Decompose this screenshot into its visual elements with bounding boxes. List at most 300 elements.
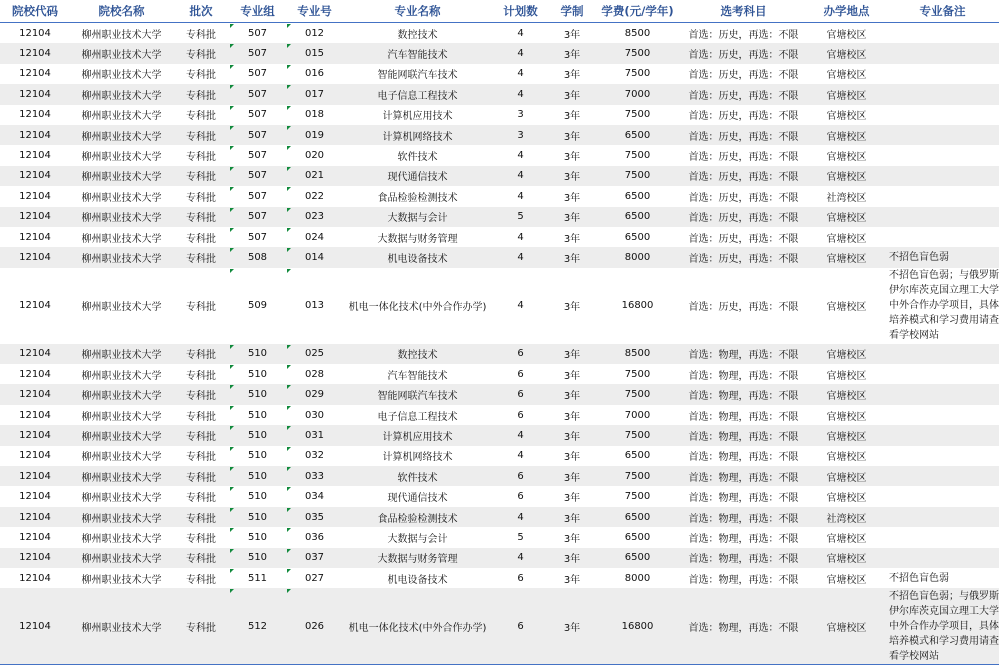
cell-major-number: 015 [286,43,343,63]
cell-school-code: 12104 [19,190,51,202]
cell-plan-count: 4 [517,231,524,243]
cell-school-name: 柳州职业技术大学 [70,425,173,445]
cell-plan-count: 4 [517,27,524,39]
cell-duration: 3年 [563,192,581,204]
table-row [0,425,999,445]
cell-major-name: 电子信息工程技术 [343,84,492,104]
cell-notes [886,207,999,227]
table-row [0,145,999,165]
cell-major-group: 507 [229,23,286,44]
cell-duration: 3年 [549,166,595,186]
cell-major-group: 510 [229,446,286,466]
cell-tuition: 6500 [624,190,651,202]
cell-major-name: 数控技术 [397,29,438,41]
cell-batch: 专科批 [186,533,216,545]
cell-major-number: 014 [286,247,343,267]
cell-major-number: 012 [286,23,343,44]
cell-school-code: 12104 [19,150,51,162]
table-row [0,364,999,384]
cell-school-name: 柳州职业技术大学 [70,43,173,63]
cell-subjects: 首选：物理，再选：不限 [688,411,799,423]
cell-campus: 官塘校区 [807,43,886,63]
cell-school-code: 12104 [0,125,70,145]
cell-tuition: 6500 [595,548,680,568]
cell-school-code: 12104 [0,548,70,568]
cell-tuition: 8000 [624,572,651,584]
cell-campus: 官塘校区 [807,166,886,186]
cell-major-name: 智能网联汽车技术 [343,384,492,404]
cell-campus: 官塘校区 [807,588,886,665]
cell-batch: 专科批 [186,111,216,123]
cell-duration: 3年 [549,384,595,404]
cell-school-name: 柳州职业技术大学 [81,452,162,464]
cell-duration: 3年 [563,574,581,586]
cell-campus: 官塘校区 [826,233,867,245]
table-row [0,105,999,125]
header-school-code: 院校代码 [0,0,70,23]
cell-plan-count: 6 [517,368,524,380]
header-plan-count: 计划数 [492,0,549,23]
cell-school-name: 柳州职业技术大学 [81,411,162,423]
cell-tuition: 8500 [624,27,651,39]
cell-batch: 专科批 [186,70,216,82]
cell-campus: 社湾校区 [807,507,886,527]
cell-plan-count: 4 [517,190,524,202]
cell-school-name: 柳州职业技术大学 [70,166,173,186]
cell-plan-count: 6 [517,491,524,503]
cell-subjects: 首选：历史，再选：不限 [680,84,807,104]
cell-notes [886,227,999,247]
cell-school-name: 柳州职业技术大学 [81,152,162,164]
cell-plan-count: 5 [517,531,524,543]
cell-duration: 3年 [549,84,595,104]
table-row [0,43,999,63]
cell-school-name: 柳州职业技术大学 [81,192,162,204]
cell-campus: 官塘校区 [807,548,886,568]
cell-school-code: 12104 [0,425,70,445]
cell-campus: 官塘校区 [826,370,867,382]
cell-duration: 3年 [563,152,581,164]
cell-tuition: 7000 [595,84,680,104]
cell-major-number: 025 [286,344,343,364]
cell-school-name: 柳州职业技术大学 [70,384,173,404]
cell-duration: 3年 [549,247,595,267]
cell-school-code: 12104 [0,344,70,364]
cell-major-number: 030 [286,405,343,425]
cell-school-code: 12104 [19,409,51,421]
header-major-group: 专业组 [229,0,286,23]
cell-major-name: 汽车智能技术 [343,43,492,63]
cell-major-number: 037 [286,548,343,568]
cell-plan-count: 4 [492,548,549,568]
cell-school-name: 柳州职业技术大学 [70,344,173,364]
cell-major-group: 508 [229,247,286,267]
cell-major-name: 计算机网络技术 [343,125,492,145]
cell-major-name: 现代通信技术 [387,493,448,505]
cell-school-code: 12104 [0,207,70,227]
cell-school-code: 12104 [0,247,70,267]
cell-duration: 3年 [549,548,595,568]
table-body [0,23,999,665]
cell-school-code: 12104 [19,531,51,543]
cell-tuition: 7500 [624,109,651,121]
cell-campus: 官塘校区 [826,302,867,314]
cell-batch: 专科批 [173,125,229,145]
cell-major-name: 大数据与财务管理 [343,548,492,568]
cell-major-group: 509 [229,268,286,344]
cell-major-group: 507 [229,64,286,84]
cell-plan-count: 4 [517,150,524,162]
table-row [0,207,999,227]
cell-notes [886,486,999,506]
cell-major-name: 大数据与财务管理 [377,233,458,245]
cell-major-number: 020 [286,145,343,165]
table-row [0,125,999,145]
header-row [0,0,999,23]
cell-batch: 专科批 [173,247,229,267]
cell-major-number: 031 [286,425,343,445]
cell-campus: 官塘校区 [826,70,867,82]
cell-tuition: 7500 [624,150,651,162]
cell-subjects: 首选：历史，再选：不限 [688,233,799,245]
cell-major-group: 510 [229,425,286,445]
cell-major-number: 013 [286,268,343,344]
cell-subjects: 首选：物理，再选：不限 [688,370,799,382]
cell-major-name: 电子信息工程技术 [377,411,458,423]
cell-major-group: 507 [229,227,286,247]
cell-major-name: 软件技术 [397,152,438,164]
cell-duration: 3年 [563,452,581,464]
cell-notes [886,125,999,145]
table-row [0,568,999,588]
cell-notes [886,527,999,547]
cell-tuition: 6500 [624,450,651,462]
cell-tuition: 8000 [595,247,680,267]
table-row [0,548,999,568]
cell-notes [886,23,999,44]
cell-campus: 官塘校区 [826,152,867,164]
cell-batch: 专科批 [186,452,216,464]
cell-campus: 官塘校区 [807,344,886,364]
cell-campus: 官塘校区 [807,125,886,145]
cell-batch: 专科批 [186,152,216,164]
cell-duration: 3年 [549,507,595,527]
cell-subjects: 首选：历史，再选：不限 [688,29,799,41]
cell-school-name: 柳州职业技术大学 [81,29,162,41]
cell-subjects: 首选：物理，再选：不限 [680,507,807,527]
cell-major-number: 033 [286,466,343,486]
header-batch: 批次 [173,0,229,23]
table-row [0,344,999,364]
cell-school-code: 12104 [19,491,51,503]
cell-school-code: 12104 [0,466,70,486]
header-notes: 专业备注 [886,0,999,23]
cell-plan-count: 4 [492,247,549,267]
cell-notes [886,145,999,165]
cell-tuition: 16800 [621,300,654,312]
cell-plan-count: 4 [492,507,549,527]
table-row [0,384,999,404]
cell-school-code: 12104 [19,450,51,462]
cell-major-group: 510 [229,527,286,547]
cell-school-name: 柳州职业技术大学 [81,233,162,245]
cell-major-group: 507 [229,125,286,145]
cell-batch: 专科批 [173,84,229,104]
cell-plan-count: 6 [492,384,549,404]
cell-major-number: 022 [286,186,343,206]
cell-school-name: 柳州职业技术大学 [70,466,173,486]
cell-major-group: 507 [229,145,286,165]
cell-subjects: 首选：历史，再选：不限 [688,70,799,82]
cell-tuition: 7500 [595,425,680,445]
header-school-name: 院校名称 [70,0,173,23]
cell-tuition: 7500 [624,368,651,380]
header-subjects: 选考科目 [680,0,807,23]
cell-major-name: 计算机网络技术 [382,452,453,464]
cell-subjects: 首选：物理，再选：不限 [688,533,799,545]
cell-subjects: 首选：物理，再选：不限 [688,574,799,586]
cell-notes [886,507,999,527]
table-row [0,507,999,527]
cell-major-number: 034 [286,486,343,506]
cell-notes [886,466,999,486]
cell-major-group: 510 [229,507,286,527]
cell-school-name: 柳州职业技术大学 [81,574,162,586]
table-row [0,186,999,206]
cell-batch: 专科批 [173,166,229,186]
cell-notes [886,405,999,425]
cell-major-number: 016 [286,64,343,84]
cell-major-name: 智能网联汽车技术 [377,70,458,82]
cell-school-name: 柳州职业技术大学 [81,70,162,82]
cell-major-number: 018 [286,105,343,125]
cell-campus: 官塘校区 [826,411,867,423]
cell-notes: 不招色盲色弱；与俄罗斯伊尔库茨克国立理工大学中外合作办学项目，具体培养模式和学习费用请查看学校网站 [889,270,999,342]
cell-subjects: 首选：历史，再选：不限 [688,302,799,314]
cell-batch: 专科批 [173,344,229,364]
cell-subjects: 首选：物理，再选：不限 [688,493,799,505]
cell-notes: 不招色盲色弱；与俄罗斯伊尔库茨克国立理工大学中外合作办学项目，具体培养模式和学习费用请查看学校网站 [886,588,999,665]
cell-campus: 官塘校区 [826,29,867,41]
cell-campus: 官塘校区 [807,207,886,227]
cell-major-group: 510 [229,384,286,404]
cell-major-name: 汽车智能技术 [387,370,448,382]
cell-subjects: 首选：历史，再选：不限 [680,125,807,145]
cell-school-name: 柳州职业技术大学 [70,507,173,527]
cell-major-name: 计算机应用技术 [382,111,453,123]
table-row [0,446,999,466]
cell-school-code: 12104 [19,109,51,121]
cell-major-number: 029 [286,384,343,404]
cell-subjects: 首选：历史，再选：不限 [680,247,807,267]
cell-campus: 官塘校区 [807,247,886,267]
cell-duration: 3年 [563,70,581,82]
cell-tuition: 7500 [624,491,651,503]
cell-subjects: 首选：物理，再选：不限 [680,384,807,404]
cell-major-number: 036 [286,527,343,547]
cell-major-name: 机电一体化技术(中外合作办学) [348,302,487,314]
cell-tuition: 6500 [624,531,651,543]
cell-plan-count: 3 [517,109,524,121]
cell-major-group: 507 [229,166,286,186]
cell-plan-count: 4 [517,300,524,312]
cell-duration: 3年 [549,425,595,445]
cell-major-group: 512 [229,588,286,665]
table-row [0,466,999,486]
cell-plan-count: 4 [492,166,549,186]
cell-school-code: 12104 [0,507,70,527]
cell-batch: 专科批 [186,233,216,245]
cell-school-name: 柳州职业技术大学 [81,493,162,505]
cell-major-group: 510 [229,548,286,568]
table-row [0,527,999,547]
cell-school-code: 12104 [19,572,51,584]
cell-duration: 3年 [549,207,595,227]
cell-school-name: 柳州职业技术大学 [70,207,173,227]
cell-duration: 3年 [563,493,581,505]
cell-batch: 专科批 [173,425,229,445]
cell-subjects: 首选：历史，再选：不限 [680,166,807,186]
cell-notes [886,344,999,364]
cell-campus: 官塘校区 [826,493,867,505]
table-row [0,84,999,104]
cell-batch: 专科批 [173,548,229,568]
cell-tuition: 7500 [595,166,680,186]
cell-school-name: 柳州职业技术大学 [70,247,173,267]
cell-major-number: 027 [286,568,343,588]
cell-major-number: 028 [286,364,343,384]
cell-batch: 专科批 [186,192,216,204]
cell-notes [886,384,999,404]
cell-major-group: 511 [229,568,286,588]
cell-batch: 专科批 [173,588,229,665]
cell-campus: 官塘校区 [807,84,886,104]
cell-school-code: 12104 [19,368,51,380]
cell-major-number: 023 [286,207,343,227]
cell-plan-count: 6 [492,344,549,364]
table-row [0,23,999,44]
cell-school-name: 柳州职业技术大学 [81,302,162,314]
cell-school-code: 12104 [19,231,51,243]
cell-tuition: 6500 [595,507,680,527]
cell-school-name: 柳州职业技术大学 [81,111,162,123]
cell-tuition: 7500 [624,68,651,80]
cell-subjects: 首选：历史，再选：不限 [688,192,799,204]
cell-major-group: 507 [229,105,286,125]
cell-major-number: 032 [286,446,343,466]
cell-subjects: 首选：物理，再选：不限 [688,452,799,464]
cell-duration: 3年 [549,344,595,364]
cell-major-group: 510 [229,344,286,364]
cell-plan-count: 6 [492,588,549,665]
cell-school-name: 柳州职业技术大学 [70,84,173,104]
cell-school-code: 12104 [0,84,70,104]
table-row [0,166,999,186]
cell-subjects: 首选：物理，再选：不限 [680,344,807,364]
cell-plan-count: 6 [517,572,524,584]
cell-major-name: 大数据与会计 [343,207,492,227]
cell-batch: 专科批 [186,411,216,423]
cell-tuition: 7500 [595,466,680,486]
cell-duration: 3年 [563,533,581,545]
cell-tuition: 6500 [624,231,651,243]
table-row [0,247,999,267]
cell-major-name: 数控技术 [343,344,492,364]
table-row [0,486,999,506]
cell-subjects: 首选：历史，再选：不限 [680,43,807,63]
cell-tuition: 6500 [595,125,680,145]
cell-tuition: 7500 [595,384,680,404]
cell-duration: 3年 [549,125,595,145]
cell-plan-count: 4 [492,84,549,104]
cell-batch: 专科批 [173,43,229,63]
cell-notes [886,43,999,63]
cell-campus: 官塘校区 [826,533,867,545]
cell-major-name: 软件技术 [343,466,492,486]
cell-notes [886,446,999,466]
cell-duration: 3年 [549,466,595,486]
cell-subjects: 首选：物理，再选：不限 [680,548,807,568]
cell-plan-count: 3 [492,125,549,145]
cell-notes [886,364,999,384]
cell-tuition: 16800 [595,588,680,665]
cell-major-number: 021 [286,166,343,186]
cell-major-number: 026 [286,588,343,665]
cell-subjects: 首选：物理，再选：不限 [680,425,807,445]
cell-school-code: 12104 [0,43,70,63]
cell-plan-count: 4 [492,43,549,63]
cell-school-code: 12104 [19,68,51,80]
cell-school-name: 柳州职业技术大学 [70,588,173,665]
cell-school-code: 12104 [0,588,70,665]
cell-batch: 专科批 [186,493,216,505]
cell-school-name: 柳州职业技术大学 [81,533,162,545]
cell-major-group: 507 [229,207,286,227]
cell-batch: 专科批 [173,384,229,404]
cell-plan-count: 6 [517,409,524,421]
cell-plan-count: 6 [492,466,549,486]
cell-major-group: 510 [229,364,286,384]
cell-duration: 3年 [563,411,581,423]
cell-batch: 专科批 [173,507,229,527]
cell-plan-count: 4 [517,68,524,80]
cell-major-name: 机电设备技术 [387,574,448,586]
cell-batch: 专科批 [186,574,216,586]
cell-school-name: 柳州职业技术大学 [70,548,173,568]
cell-major-number: 035 [286,507,343,527]
cell-subjects: 首选：历史，再选：不限 [688,111,799,123]
cell-campus: 官塘校区 [807,466,886,486]
cell-notes [886,548,999,568]
cell-major-group: 507 [229,84,286,104]
cell-major-name: 现代通信技术 [343,166,492,186]
cell-major-group: 510 [229,466,286,486]
cell-duration: 3年 [549,588,595,665]
table-row [0,588,999,665]
cell-major-group: 510 [229,486,286,506]
cell-subjects: 首选：历史，再选：不限 [680,207,807,227]
cell-notes: 不招色盲色弱 [886,247,999,267]
cell-school-name: 柳州职业技术大学 [81,370,162,382]
header-campus: 办学地点 [807,0,886,23]
cell-batch: 专科批 [173,207,229,227]
cell-duration: 3年 [563,370,581,382]
cell-campus: 社湾校区 [826,192,867,204]
cell-major-name: 机电一体化技术(中外合作办学) [343,588,492,665]
cell-notes [886,84,999,104]
cell-subjects: 首选：物理，再选：不限 [680,466,807,486]
cell-major-number: 017 [286,84,343,104]
